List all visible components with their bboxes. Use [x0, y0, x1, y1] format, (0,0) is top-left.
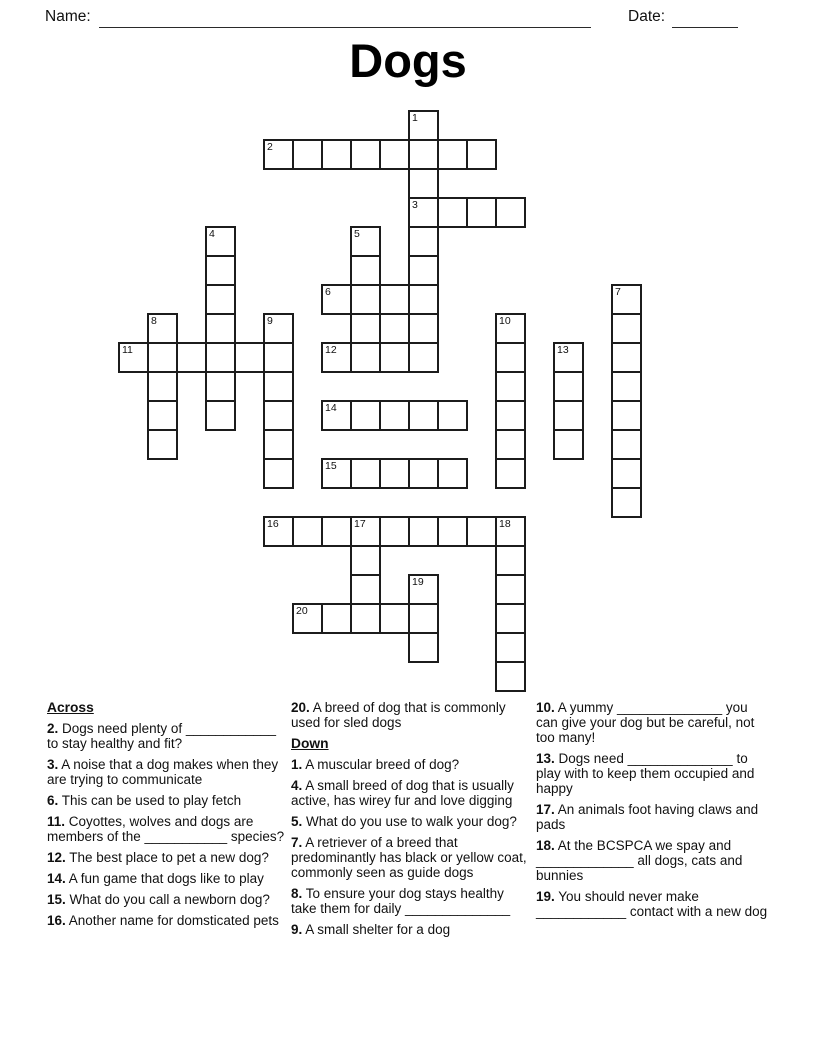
clue-20: 20. A breed of dog that is commonly used for sled dogs	[291, 700, 506, 730]
grid-cell[interactable]	[350, 139, 381, 170]
grid-cell[interactable]	[350, 284, 381, 315]
grid-cell-number: 17	[354, 518, 366, 530]
grid-cell[interactable]	[379, 603, 410, 634]
grid-cell[interactable]	[611, 371, 642, 402]
grid-cell-number: 14	[325, 402, 337, 414]
clue-number: 19.	[536, 889, 555, 904]
grid-cell[interactable]	[553, 342, 584, 373]
grid-cell[interactable]	[379, 516, 410, 547]
grid-cell[interactable]	[379, 400, 410, 431]
clue-number: 6.	[47, 793, 59, 808]
grid-cell-number: 10	[499, 315, 511, 327]
clue-number: 9.	[291, 922, 303, 937]
grid-cell[interactable]	[408, 168, 439, 199]
grid-cell[interactable]	[553, 371, 584, 402]
grid-cell[interactable]	[147, 313, 178, 344]
grid-cell[interactable]	[495, 632, 526, 663]
grid-cell[interactable]	[321, 516, 352, 547]
grid-cell-number: 4	[209, 228, 215, 240]
clues-column-3	[536, 700, 768, 925]
clue-5: 5. What do you use to walk your dog?	[291, 814, 517, 829]
grid-cell[interactable]	[495, 400, 526, 431]
date-label: Date:	[628, 8, 666, 25]
clue-number: 15.	[47, 892, 66, 907]
grid-cell[interactable]	[350, 574, 381, 605]
clue-number: 17.	[536, 802, 555, 817]
grid-cell[interactable]	[147, 400, 178, 431]
worksheet-title: Dogs	[349, 34, 467, 87]
grid-cell[interactable]	[321, 603, 352, 634]
grid-cell[interactable]	[495, 516, 526, 547]
grid-cell[interactable]	[611, 313, 642, 344]
grid-cell[interactable]	[408, 226, 439, 257]
grid-cell[interactable]	[205, 255, 236, 286]
grid-cell[interactable]	[263, 371, 294, 402]
grid-cell[interactable]	[147, 429, 178, 460]
clue-number: 12.	[47, 850, 66, 865]
clue-1: 1. A muscular breed of dog?	[291, 757, 460, 772]
grid-cell[interactable]	[408, 516, 439, 547]
grid-cell-number: 6	[325, 286, 331, 298]
grid-cell[interactable]	[408, 458, 439, 489]
clue-18: 18. At the BCSPCA we spay and _____________ all dogs, cats and bunnies	[536, 838, 743, 883]
grid-cell[interactable]	[611, 458, 642, 489]
grid-cell[interactable]	[495, 371, 526, 402]
clue-3: 3. A noise that a dog makes when they are trying to communicate	[47, 757, 279, 787]
clue-9: 9. A small shelter for a dog	[291, 922, 451, 937]
clue-number: 3.	[47, 757, 59, 772]
date-fill-line[interactable]	[672, 7, 738, 28]
clue-19: 19. You should never make ____________ contact with a new dog	[536, 889, 768, 919]
grid-cell[interactable]	[408, 197, 439, 228]
grid-cell[interactable]	[321, 342, 352, 373]
clue-number: 5.	[291, 814, 303, 829]
grid-cell[interactable]	[379, 284, 410, 315]
clues-column-2	[291, 700, 531, 943]
grid-cell[interactable]	[553, 429, 584, 460]
grid-cell-number: 11	[122, 344, 133, 356]
grid-cell[interactable]	[147, 371, 178, 402]
grid-cell[interactable]	[408, 110, 439, 141]
clue-17: 17. An animals foot having claws and pads	[536, 802, 759, 832]
across-header: Across	[47, 700, 94, 715]
grid-cell[interactable]	[408, 574, 439, 605]
clues-column-1	[47, 700, 285, 934]
grid-cell-number: 18	[499, 518, 511, 530]
clue-number: 8.	[291, 886, 303, 901]
clue-number: 18.	[536, 838, 555, 853]
grid-cell[interactable]	[553, 400, 584, 431]
grid-cell[interactable]	[408, 400, 439, 431]
grid-cell[interactable]	[205, 284, 236, 315]
clue-14: 14. A fun game that dogs like to play	[47, 871, 264, 886]
grid-cell[interactable]	[495, 458, 526, 489]
clue-12: 12. The best place to pet a new dog?	[47, 850, 269, 865]
grid-cell[interactable]	[466, 516, 497, 547]
grid-cell[interactable]	[292, 603, 323, 634]
grid-cell[interactable]	[263, 342, 294, 373]
clue-number: 1.	[291, 757, 303, 772]
grid-cell[interactable]	[495, 661, 526, 692]
grid-cell[interactable]	[495, 603, 526, 634]
grid-cell[interactable]	[147, 342, 178, 373]
grid-cell[interactable]	[611, 342, 642, 373]
grid-cell[interactable]	[495, 429, 526, 460]
grid-cell[interactable]	[205, 342, 236, 373]
clue-13: 13. Dogs need ______________ to play with to keep them occupied and happy	[536, 751, 755, 796]
clue-10: 10. A yummy ______________ you can give your dog but be careful, not too many!	[536, 700, 755, 745]
clue-7: 7. A retriever of a breed that predominantly has black or yellow coat, commonly seen as guide dogs	[291, 835, 527, 880]
grid-cell[interactable]	[205, 371, 236, 402]
grid-cell[interactable]	[205, 226, 236, 257]
clue-8: 8. To ensure your dog stays healthy take them for daily ______________	[291, 886, 511, 916]
grid-cell[interactable]	[408, 632, 439, 663]
grid-cell[interactable]	[292, 139, 323, 170]
grid-cell-number: 19	[412, 576, 424, 588]
grid-cell[interactable]	[350, 342, 381, 373]
grid-cell[interactable]	[118, 342, 149, 373]
grid-cell[interactable]	[205, 313, 236, 344]
grid-cell[interactable]	[408, 342, 439, 373]
grid-cell[interactable]	[466, 197, 497, 228]
clue-number: 11.	[47, 814, 66, 829]
grid-cell[interactable]	[495, 342, 526, 373]
grid-cell[interactable]	[350, 226, 381, 257]
grid-cell[interactable]	[495, 313, 526, 344]
grid-cell[interactable]	[350, 603, 381, 634]
clue-number: 10.	[536, 700, 555, 715]
grid-cell[interactable]	[379, 139, 410, 170]
grid-cell[interactable]	[350, 400, 381, 431]
grid-cell[interactable]	[263, 139, 294, 170]
grid-cell[interactable]	[408, 255, 439, 286]
clue-11: 11. Coyottes, wolves and dogs are members of the ___________ species?	[47, 814, 285, 844]
name-label: Name:	[45, 8, 91, 25]
grid-cell-number: 7	[615, 286, 621, 298]
grid-cell[interactable]	[437, 139, 468, 170]
grid-cell-number: 16	[267, 518, 279, 530]
clue-number: 7.	[291, 835, 303, 850]
clue-15: 15. What do you call a newborn dog?	[47, 892, 270, 907]
grid-cell[interactable]	[176, 342, 207, 373]
grid-cell-number: 5	[354, 228, 360, 240]
clue-4: 4. A small breed of dog that is usually active, has wirey fur and love digging	[291, 778, 514, 808]
grid-cell[interactable]	[611, 400, 642, 431]
grid-cell[interactable]	[350, 313, 381, 344]
clue-2: 2. Dogs need plenty of ____________ to stay healthy and fit?	[47, 721, 276, 751]
grid-cell[interactable]	[495, 574, 526, 605]
grid-cell[interactable]	[408, 603, 439, 634]
grid-cell-number: 3	[412, 199, 418, 211]
grid-cell[interactable]	[321, 284, 352, 315]
clue-6: 6. This can be used to play fetch	[47, 793, 242, 808]
grid-cell[interactable]	[350, 458, 381, 489]
grid-cell-number: 13	[557, 344, 569, 356]
grid-cell[interactable]	[611, 429, 642, 460]
grid-cell[interactable]	[437, 516, 468, 547]
clue-number: 16.	[47, 913, 66, 928]
grid-cell-number: 9	[267, 315, 273, 327]
grid-cell[interactable]	[408, 313, 439, 344]
grid-cell[interactable]	[495, 197, 526, 228]
grid-cell[interactable]	[321, 139, 352, 170]
grid-cell[interactable]	[350, 255, 381, 286]
grid-cell[interactable]	[321, 458, 352, 489]
name-fill-line[interactable]	[99, 7, 591, 28]
down-header: Down	[291, 736, 329, 751]
clue-number: 4.	[291, 778, 303, 793]
grid-cell[interactable]	[263, 313, 294, 344]
clue-number: 13.	[536, 751, 555, 766]
grid-cell[interactable]	[321, 400, 352, 431]
clue-number: 14.	[47, 871, 66, 886]
grid-cell[interactable]	[437, 197, 468, 228]
grid-cell-number: 20	[296, 605, 308, 617]
grid-cell[interactable]	[466, 139, 497, 170]
clue-16: 16. Another name for domsticated pets	[47, 913, 279, 928]
grid-cell[interactable]	[263, 516, 294, 547]
grid-cell[interactable]	[437, 458, 468, 489]
grid-cell[interactable]	[611, 487, 642, 518]
grid-cell[interactable]	[379, 342, 410, 373]
grid-cell[interactable]	[408, 284, 439, 315]
grid-cell[interactable]	[263, 458, 294, 489]
grid-cell[interactable]	[292, 516, 323, 547]
clue-number: 2.	[47, 721, 59, 736]
grid-cell[interactable]	[234, 342, 265, 373]
grid-cell[interactable]	[495, 545, 526, 576]
grid-cell[interactable]	[350, 516, 381, 547]
grid-cell[interactable]	[408, 139, 439, 170]
grid-cell[interactable]	[263, 429, 294, 460]
grid-cell-number: 12	[325, 344, 337, 356]
grid-cell-number: 1	[412, 112, 418, 124]
grid-cell-number: 8	[151, 315, 157, 327]
grid-cell-number: 2	[267, 141, 273, 153]
grid-cell-number: 15	[325, 460, 337, 472]
grid-cell[interactable]	[350, 545, 381, 576]
grid-cell[interactable]	[205, 400, 236, 431]
grid-cell[interactable]	[611, 284, 642, 315]
grid-cell[interactable]	[379, 458, 410, 489]
grid-cell[interactable]	[263, 400, 294, 431]
clue-number: 20.	[291, 700, 310, 715]
grid-cell[interactable]	[437, 400, 468, 431]
